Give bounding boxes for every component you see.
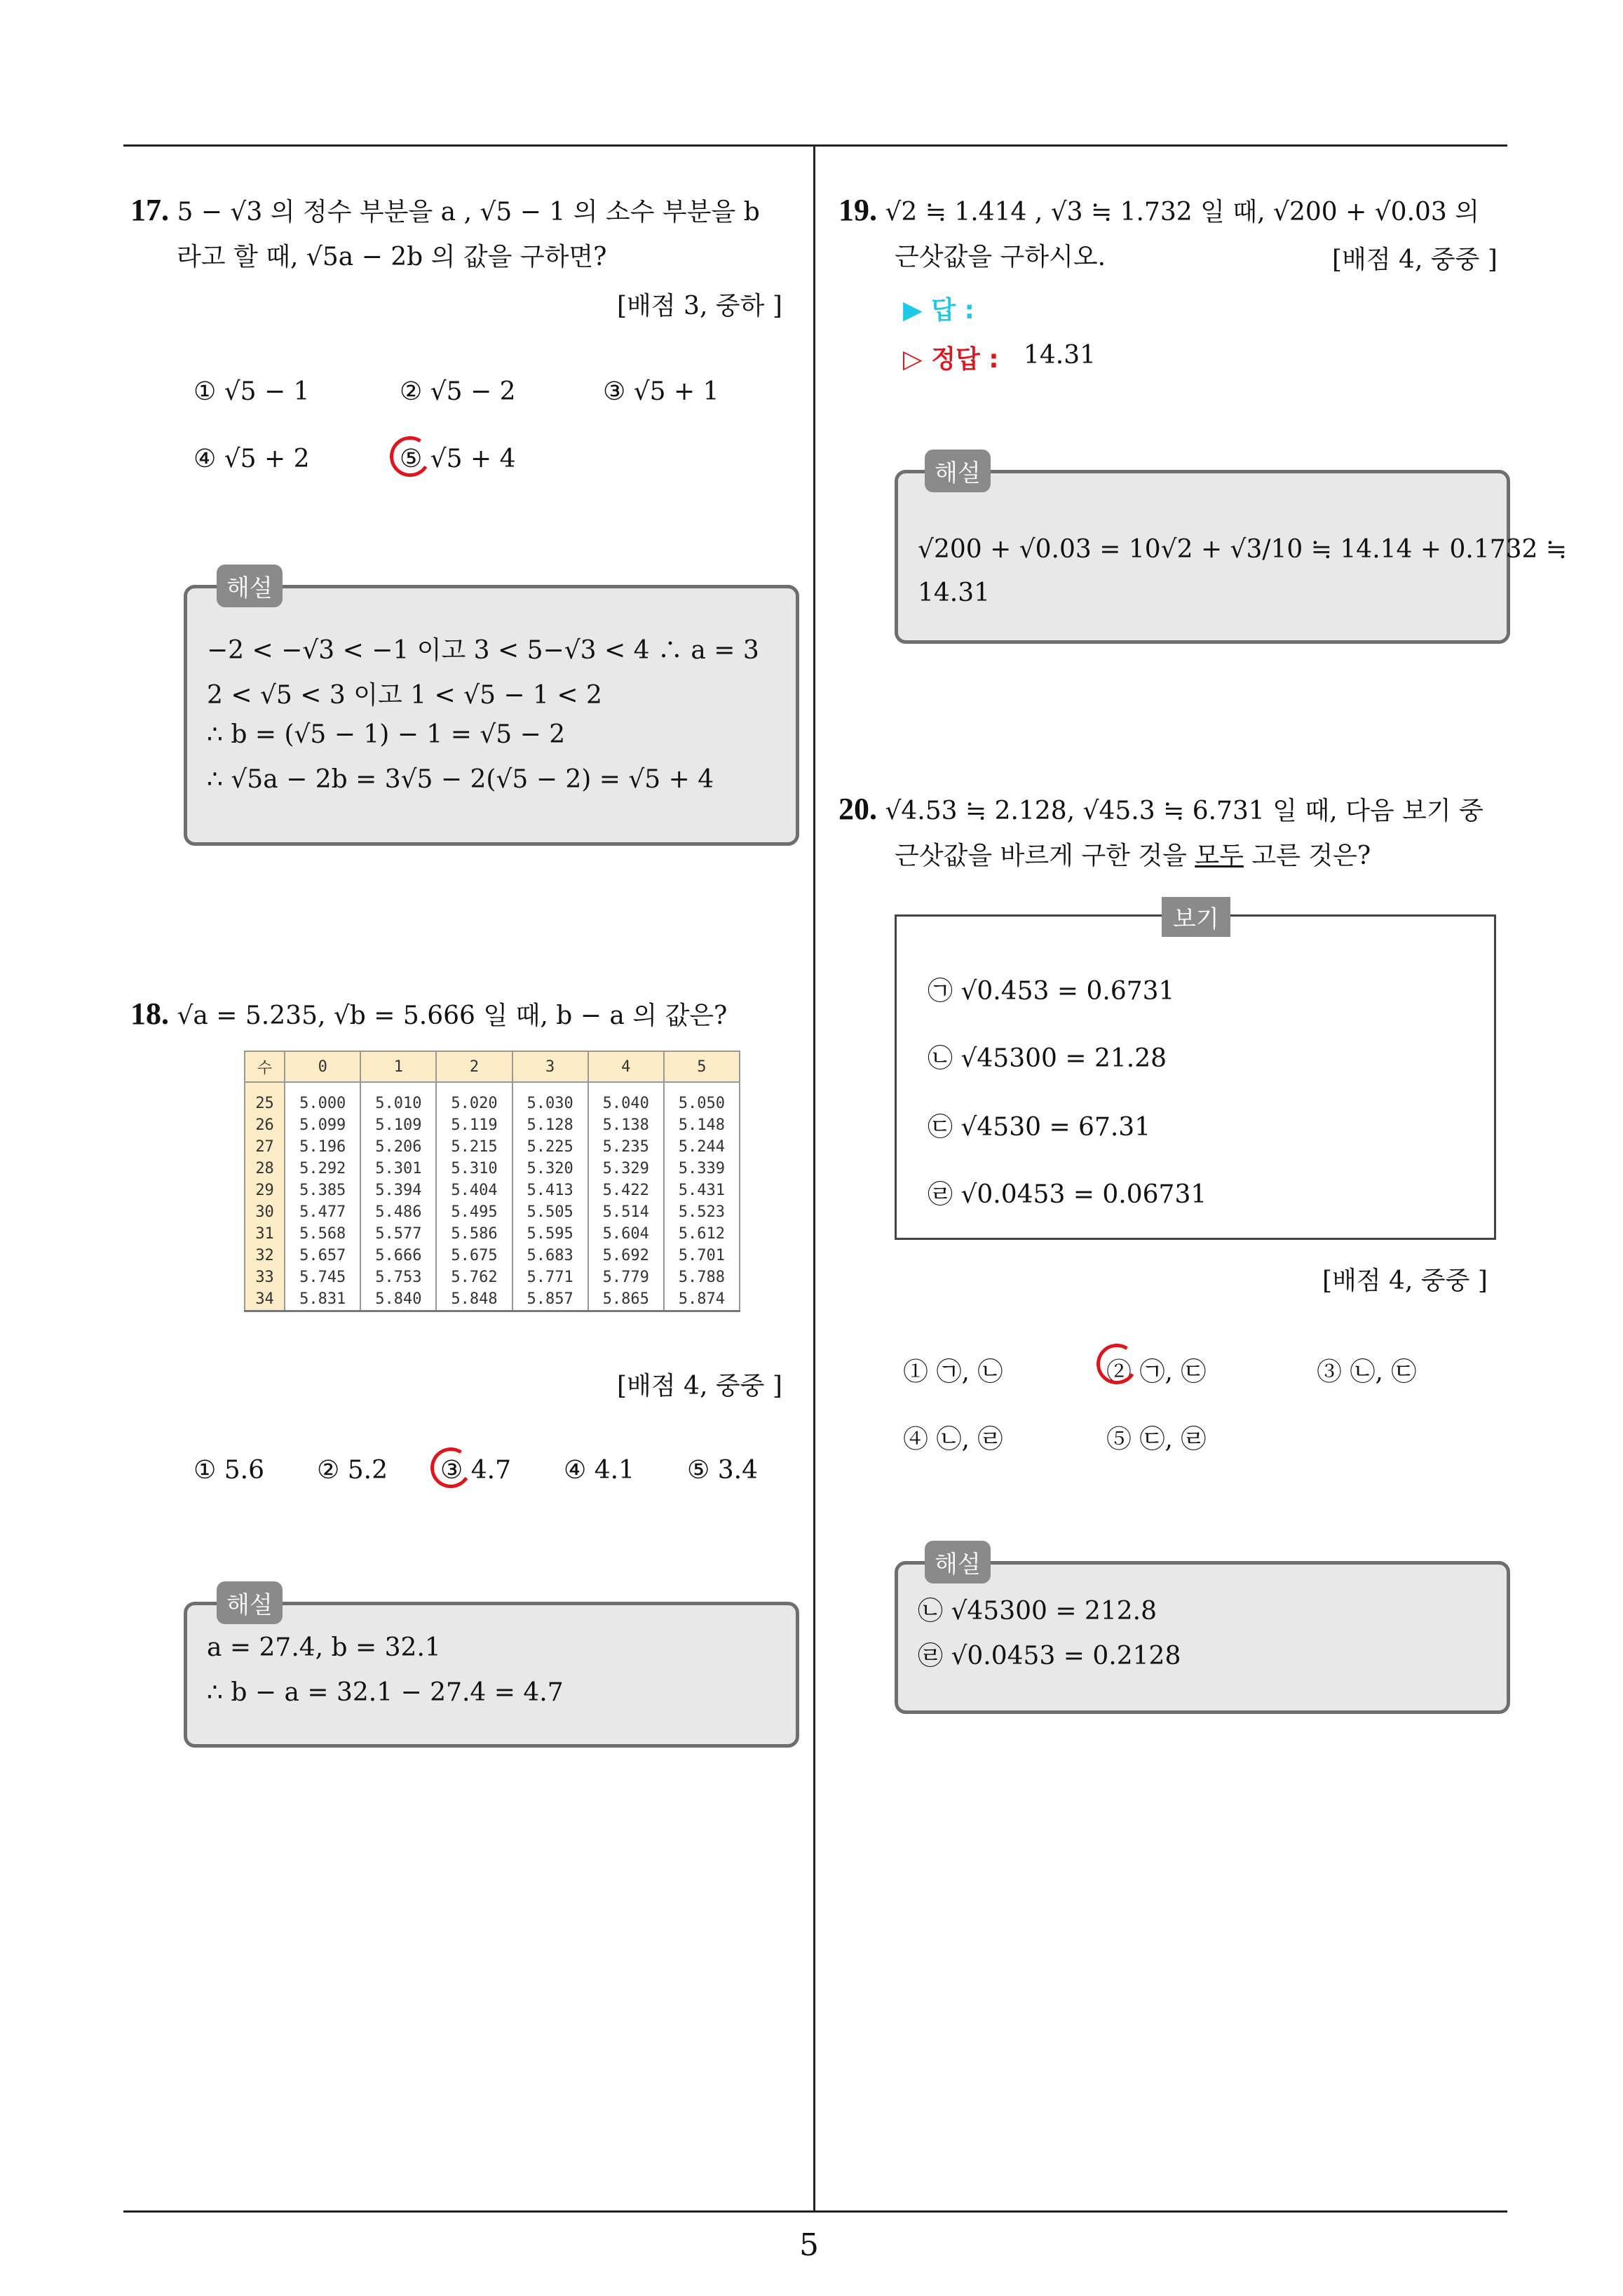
- table-row-header: 27: [245, 1136, 285, 1158]
- q20-bogi-label: 보기: [1162, 897, 1230, 937]
- table-row-header: 28: [245, 1158, 285, 1180]
- table-cell: 5.422: [588, 1180, 664, 1201]
- page-number: 5: [799, 2227, 819, 2263]
- table-cell: 5.857: [512, 1288, 588, 1311]
- table-cell: 5.595: [512, 1223, 588, 1245]
- q18-answer-mark: [427, 1444, 475, 1492]
- bottom-rule: [123, 2210, 1507, 2213]
- q17-solution-label: 해설: [217, 565, 283, 607]
- table-cell: 5.301: [360, 1158, 436, 1180]
- table-row-header: 34: [245, 1288, 285, 1311]
- table-cell: 5.779: [588, 1267, 664, 1288]
- table-cell: 5.495: [436, 1201, 512, 1223]
- q18-solution-label: 해설: [217, 1581, 283, 1624]
- q18-line1: √a = 5.235, √b = 5.666 일 때, b − a 의 값은?: [177, 1001, 728, 1030]
- table-cell: 5.020: [436, 1082, 512, 1114]
- q20-solution-line: ㉣ √0.0453 = 0.2128: [918, 1642, 1181, 1670]
- table-cell: 5.874: [664, 1288, 740, 1311]
- table-row-header: 32: [245, 1245, 285, 1267]
- q20-bogi-item: ㉣ √0.0453 = 0.06731: [928, 1180, 1207, 1209]
- q17-choice-3[interactable]: ③ √5 + 1: [603, 377, 719, 406]
- q18-choice-5[interactable]: ⑤ 3.4: [687, 1456, 758, 1485]
- table-cell: 5.329: [588, 1158, 664, 1180]
- table-cell: 5.292: [285, 1158, 360, 1180]
- q19-solution-box: [895, 459, 1568, 644]
- q20-text: [838, 787, 1512, 879]
- q18-solution-line: a = 27.4, b = 32.1: [207, 1633, 441, 1662]
- table-cell: 5.119: [436, 1114, 512, 1136]
- table-cell: 5.109: [360, 1114, 436, 1136]
- q20-choice-1[interactable]: ① ㉠, ㉡: [903, 1358, 1003, 1386]
- table-cell: 5.831: [285, 1288, 360, 1311]
- q20-bogi-item: ㉡ √45300 = 21.28: [928, 1044, 1167, 1073]
- table-row: [245, 1114, 740, 1136]
- table-cell: 5.040: [588, 1082, 664, 1114]
- table-cell: 5.514: [588, 1201, 664, 1223]
- table-row-header: 29: [245, 1180, 285, 1201]
- table-cell: 5.385: [285, 1180, 360, 1201]
- table-row: [245, 1201, 740, 1223]
- table-row: [245, 1288, 740, 1311]
- table-cell: 5.612: [664, 1223, 740, 1245]
- table-header: 2: [436, 1051, 512, 1082]
- table-row: [245, 1223, 740, 1245]
- table-cell: 5.206: [360, 1136, 436, 1158]
- table-cell: 5.604: [588, 1223, 664, 1245]
- table-cell: 5.138: [588, 1114, 664, 1136]
- q19-correct-value: 14.31: [1024, 341, 1096, 370]
- q19-solution-line: √200 + √0.03 = 10√2 + √3/10 ≒ 14.14 + 0.1732 ≒: [918, 535, 1568, 564]
- q18-choice-4[interactable]: ④ 4.1: [564, 1456, 634, 1485]
- q18-text: [130, 992, 803, 1039]
- q18-solution-line: ∴ b − a = 32.1 − 27.4 = 4.7: [207, 1678, 564, 1707]
- q18-solution-box: [184, 1591, 799, 1748]
- table-cell: 5.431: [664, 1180, 740, 1201]
- table-cell: 5.568: [285, 1223, 360, 1245]
- q20-line1: √4.53 ≒ 2.128, √45.3 ≒ 6.731 일 때, 다음 보기 중: [885, 797, 1483, 825]
- q18-choice-2[interactable]: ② 5.2: [317, 1456, 388, 1485]
- q19-line2: 근삿값을 구하시오.: [895, 243, 1106, 271]
- q20-line2-emphasis: 모두: [1195, 842, 1244, 870]
- q19-number: 19.: [838, 193, 877, 227]
- table-header: 수: [245, 1051, 285, 1082]
- table-cell: 5.320: [512, 1158, 588, 1180]
- table-row-header: 25: [245, 1082, 285, 1114]
- q17-line2: 라고 할 때, √5a − 2b 의 값을 구하면?: [177, 243, 607, 271]
- table-cell: 5.030: [512, 1082, 588, 1114]
- q20-choice-2[interactable]: ② ㉠, ㉢: [1106, 1358, 1207, 1386]
- table-row-header: 30: [245, 1201, 285, 1223]
- q20-solution-box: [895, 1551, 1510, 1714]
- q17-number: 17.: [130, 193, 169, 227]
- table-header: 0: [285, 1051, 360, 1082]
- q20-bogi-item: ㉠ √0.453 = 0.6731: [928, 977, 1175, 1006]
- table-cell: 5.196: [285, 1136, 360, 1158]
- table-cell: 5.771: [512, 1267, 588, 1288]
- table-cell: 5.404: [436, 1180, 512, 1201]
- q19-correct-label: ▷ 정답 :: [903, 345, 999, 374]
- q20-bogi-box: [895, 905, 1496, 1240]
- table-cell: 5.675: [436, 1245, 512, 1267]
- q17-choice-4[interactable]: ④ √5 + 2: [193, 445, 310, 473]
- table-row-header: 26: [245, 1114, 285, 1136]
- square-root-table: [244, 1051, 740, 1312]
- q20-line2-part2: 고른 것은?: [1243, 842, 1371, 870]
- table-cell: 5.099: [285, 1114, 360, 1136]
- q20-choice-5[interactable]: ⑤ ㉢, ㉣: [1106, 1425, 1207, 1454]
- table-header: 5: [664, 1051, 740, 1082]
- table-cell: 5.244: [664, 1136, 740, 1158]
- table-cell: 5.848: [436, 1288, 512, 1311]
- table-cell: 5.666: [360, 1245, 436, 1267]
- q17-choice-1[interactable]: ① √5 − 1: [193, 377, 310, 406]
- table-cell: 5.692: [588, 1245, 664, 1267]
- q19-solution-label: 해설: [925, 450, 991, 492]
- table-row-header: 31: [245, 1223, 285, 1245]
- q17-text: [130, 188, 803, 280]
- table-cell: 5.413: [512, 1180, 588, 1201]
- table-cell: 5.050: [664, 1082, 740, 1114]
- q20-number: 20.: [838, 792, 877, 826]
- q18-meta: [배점 4, 중중 ]: [617, 1372, 782, 1400]
- q17-solution-line: ∴ b = (√5 − 1) − 1 = √5 − 2: [207, 720, 566, 749]
- table-cell: 5.225: [512, 1136, 588, 1158]
- q17-meta: [배점 3, 중하 ]: [617, 292, 782, 320]
- q20-choice-3[interactable]: ③ ㉡, ㉢: [1317, 1358, 1417, 1386]
- table-cell: 5.865: [588, 1288, 664, 1311]
- table-cell: 5.762: [436, 1267, 512, 1288]
- table-cell: 5.523: [664, 1201, 740, 1223]
- table-header: 3: [512, 1051, 588, 1082]
- q18-choice-3[interactable]: ③ 4.7: [440, 1456, 511, 1485]
- table-cell: 5.840: [360, 1288, 436, 1311]
- q20-bogi-item: ㉢ √4530 = 67.31: [928, 1113, 1151, 1142]
- table-cell: 5.310: [436, 1158, 512, 1180]
- q18-number: 18.: [130, 997, 169, 1031]
- table-cell: 5.215: [436, 1136, 512, 1158]
- table-cell: 5.128: [512, 1114, 588, 1136]
- table-cell: 5.477: [285, 1201, 360, 1223]
- table-row-header: 33: [245, 1267, 285, 1288]
- table-row: [245, 1158, 740, 1180]
- q20-line2-part1: 근삿값을 바르게 구한 것을: [895, 842, 1195, 870]
- table-cell: 5.010: [360, 1082, 436, 1114]
- table-cell: 5.000: [285, 1082, 360, 1114]
- q19-answer-label: ▶ 답 :: [903, 296, 975, 325]
- table-cell: 5.683: [512, 1245, 588, 1267]
- table-cell: 5.753: [360, 1267, 436, 1288]
- q17-line1: 5 − √3 의 정수 부분을 a , √5 − 1 의 소수 부분을 b: [177, 198, 760, 227]
- table-cell: 5.701: [664, 1245, 740, 1267]
- table-cell: 5.339: [664, 1158, 740, 1180]
- q20-solution-label: 해설: [925, 1541, 991, 1583]
- q19-line1: √2 ≒ 1.414 , √3 ≒ 1.732 일 때, √200 + √0.03 의: [885, 198, 1480, 227]
- column-divider: [813, 146, 815, 2212]
- table-cell: 5.745: [285, 1267, 360, 1288]
- table-cell: 5.505: [512, 1201, 588, 1223]
- q20-meta: [배점 4, 중중 ]: [1322, 1267, 1488, 1295]
- table-row: [245, 1245, 740, 1267]
- q17-solution-line: 2 < √5 < 3 이고 1 < √5 − 1 < 2: [207, 681, 602, 710]
- table-row: [245, 1136, 740, 1158]
- table-cell: 5.235: [588, 1136, 664, 1158]
- q17-choice-2[interactable]: ② √5 − 2: [400, 377, 516, 406]
- q17-choice-5[interactable]: ⑤ √5 + 4: [400, 445, 516, 473]
- table-cell: 5.657: [285, 1245, 360, 1267]
- q17-answer-mark: [386, 433, 435, 481]
- table-row: [245, 1082, 740, 1114]
- table-cell: 5.148: [664, 1114, 740, 1136]
- table-header: 4: [588, 1051, 664, 1082]
- table-header-row: [245, 1051, 740, 1082]
- table-cell: 5.486: [360, 1201, 436, 1223]
- q17-solution-line: ∴ √5a − 2b = 3√5 − 2(√5 − 2) = √5 + 4: [207, 765, 714, 794]
- table-row: [245, 1180, 740, 1201]
- q19-solution-line: 14.31: [918, 579, 991, 607]
- table-row: [245, 1267, 740, 1288]
- q19-meta: [배점 4, 중중 ]: [1332, 245, 1498, 274]
- q17-solution-line: −2 < −√3 < −1 이고 3 < 5−√3 < 4 ∴ a = 3: [207, 636, 759, 665]
- table-header: 1: [360, 1051, 436, 1082]
- table-cell: 5.788: [664, 1267, 740, 1288]
- table-cell: 5.577: [360, 1223, 436, 1245]
- q18-choice-1[interactable]: ① 5.6: [193, 1456, 264, 1485]
- table-cell: 5.394: [360, 1180, 436, 1201]
- top-rule: [123, 144, 1507, 147]
- q20-choice-4[interactable]: ④ ㉡, ㉣: [903, 1425, 1003, 1454]
- q17-solution-box: [184, 574, 799, 846]
- table-cell: 5.586: [436, 1223, 512, 1245]
- q20-solution-line: ㉡ √45300 = 212.8: [918, 1597, 1157, 1626]
